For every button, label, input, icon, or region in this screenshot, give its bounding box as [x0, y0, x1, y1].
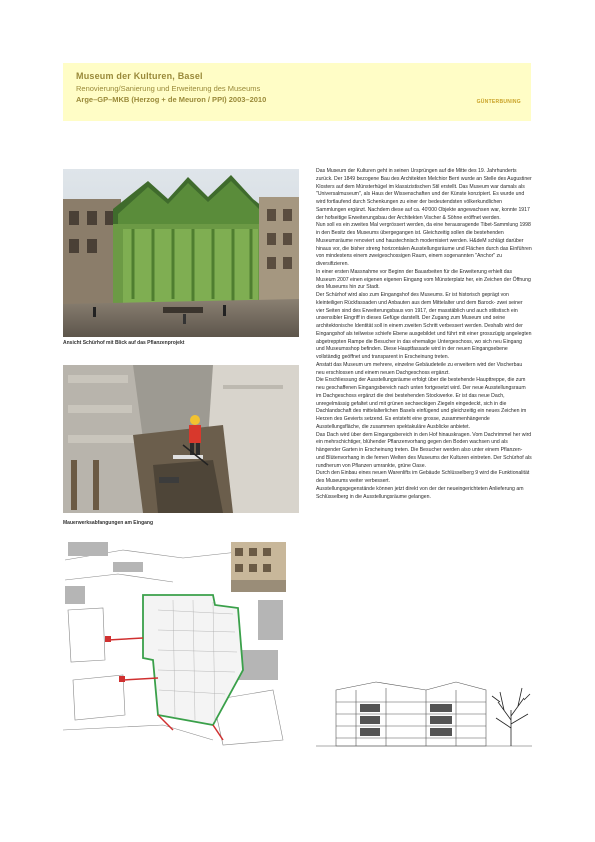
paragraph: Der Schürhof wird also zum Eingangshof des Museums. Er ist historisch geprägt von kleinteiligen Rückfassaden und Anbauten aus dem Mittelalter und dem Barock- zwei seiner vier Seiten sind des Erweiterungsbaus von 1917, der masstäblich und auch stilistisch ein unsensibler Eingriff in dieses Gefüge darstellt. Der Zugang zum Museum und seine architektonische Identität soll in einem zweiten Schritt verbessert werden. Deshalb wird der Eingangshof als teilweise schiefe Ebene ausgebildet und führt mit einer grosszügig angelegten abgetreppten Rampe die Besucher in das ehemalige Untergeschoss, wo sich neu Eingang und Museumsshop befinden. Diese Hauptfassade wird in der neuen Eingangsebene vollständig geöffnet und transparent in Erscheinung treten. — [316, 292, 532, 360]
paragraph: Das Dach wird über dem Eingangsbereich in den Hof hinauskragen. Vom Dachrimmel her wird ein mehrschichtiger, blühender Pflanzenvorhang gegen den Boden wachsen und als hängender Garten in Erscheinung treten. Die Besucher werden also unter einem Pflanzen- und Blütenvorhang in die fernen Welten des Museums der Kulturen eintreten. Der Schürhof als rundherum von Pflanzen umrankte, grüne Oase. — [316, 431, 532, 469]
paragraph: In einer ersten Massnahme vor Beginn der Bauarbeiten für die Erweiterung erhielt das Museum 2007 einen eigenen eigenen Eingang vom Münsterplatz her, ein Zeichen der Öffnung des Museums hin zur Stadt. — [316, 268, 531, 291]
paragraph: Nun soll es ein zweites Mal vergrössert werden, da eine herausragende Tibet-Sammlung 1998 in den Besitz des Museums übergegangen ist. Gleichzeitig sollen die bestehenden Museumsräume renoviert und haustechnisch modernisiert werden. H&deM schlägt darüber hinaus vor, die bisher streng horizontalen Ausstellungsräume und Flächen durch das Einführen von mindestens einem zweigeschossigen Raum, einem sogenannten "Anchor" zu diversifizieren. — [316, 222, 532, 267]
photo1-caption: Ansicht Schürhof mit Blick auf das Pflanzenprojekt — [63, 340, 185, 346]
page-title: Museum der Kulturen, Basel — [76, 71, 203, 81]
courtyard-rendering-photo — [63, 169, 299, 337]
company-logo: GÜNTERBUNING — [476, 99, 521, 105]
excavation-photo — [63, 365, 299, 513]
section-drawing — [316, 680, 532, 748]
paragraph: Ausstellungsgegenstände können jetzt direkt von der der neueingerichteten Anlieferung am Schlüsselberg in die Ausstellungsräume gelangen. — [316, 485, 524, 500]
paragraph: Das Museum der Kulturen geht in seinen Ursprüngen auf die Mitte des 19. Jahrhunderts zurück. Der 1849 bezogene Bau des Architekten Melchior Berri wurde an Stelle des Augustiner Klosters auf dem Münsterhügel im klassizistischen Stil erstellt. Das Museum war damals als "Universalmuseum", als Haus der Wissenschaften und der Künste konzipiert. Es wurde und wird fortlaufend durch Schenkungen zu einer der bedeutendsten völkerkundlichen Sammlungen ergänzt. Nachdem diese auf ca. 40'000 Objekte angewachsen war, konnte 1917 der hofseitige Erweiterungsbau der Architekten Vischer & Söhne eröffnet werden. — [316, 168, 532, 221]
paragraph: Durch den Einbau eines neuen Warenlifts im Gebäude Schlüsselberg 9 wird die Funktionalität des Museums weiter verbessert. — [316, 470, 530, 484]
body-text-column — [316, 168, 532, 501]
header-band — [63, 63, 531, 121]
paragraph: Anstatt das Museum um mehrere, einzelne Gebäudeteile zu erweitern wird der Vischerbau neu erschlossen und einem neuen Dachgeschoss ergänzt. — [316, 361, 523, 376]
site-plan-drawing — [63, 540, 288, 748]
page-subtitle: Renovierung/Sanierung und Erweiterung des Museums — [76, 84, 261, 93]
architects-line: Arge–GP–MKB (Herzog + de Meuron / PPI) 2003–2010 — [76, 95, 267, 104]
photo2-caption: Mauerwerksabfangungen am Eingang — [63, 520, 154, 526]
paragraph: Die Erschliessung der Ausstellungsräume erfolgt über die bestehende Haupttreppe, die zum neu geschaffenen Eingangsbereich nach unten fortgesetzt wird. Der neue Ausstellungsraum im Dachgeschoss ergänzt die drei bestehenden Stockwerke. Er ist das neue Dach, unregelmässig gefaltet und mit grünen sechseckigen Ziegeln eingedeckt, sich in die Dachlandschaft des mittelalterlichen Basels einfügend und gleichzeitig ein neues Zeichen im Herzen des Gevierts setzend. Es entsteht eine grosse, zusammenhängende Ausstellungsfläche, die zusammen spektakuläre Ausblicke anbietet. — [316, 377, 527, 430]
